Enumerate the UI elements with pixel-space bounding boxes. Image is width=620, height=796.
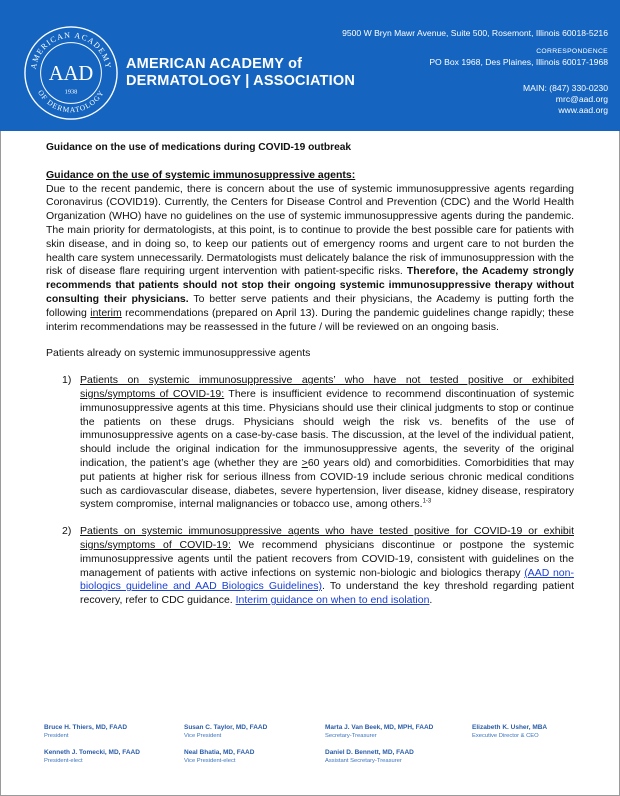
lead-in: Patients already on systemic immunosuppressive agents <box>46 347 311 360</box>
aad-seal-logo <box>22 24 120 122</box>
item-heading: Patients on systemic immunosuppressive agents’ who have not tested positive or exhibited signs/symptoms of COVID-19: <box>80 374 574 400</box>
correspondence-label: CORRESPONDENCE <box>536 48 608 55</box>
document-title: Guidance on the use of medications during COVID-19 outbreak <box>46 142 352 153</box>
footer-officer: Daniel D. Bennett, MD, FAAD Assistant Secretary-Treasurer <box>325 749 414 764</box>
letterhead <box>0 0 620 131</box>
item-number: 1) <box>62 374 72 387</box>
document-body <box>46 141 574 621</box>
seal-bottom-text: OF DERMATOLOGY <box>36 88 106 115</box>
age-mark: > <box>301 456 308 469</box>
footer-officer: Kenneth J. Tomecki, MD, FAAD President-elect <box>44 749 140 764</box>
intro-text: Due to the recent pandemic, there is concern about the use of systemic immunosuppressive agents regarding Coronavirus (COVID19). Currently, the Centers for Disease Control and Prevention (CDC) and the World Health Organization (WHO) have no guidelines on the use of systemic immunosuppressive agents during the pandemic. The main priority for dermatologists, at this point, is to continue to provide the best possible care for patients with skin disease, and in doing so, to keep our patients out of emergency rooms and urgent care to not burden the health care system unnecessarily. Dermatologists must delicately balance the risk of immunosuppression with the risk of disease flare requiring urgent intervention with patient-specific risks. <box>46 182 574 278</box>
correspondence-address: PO Box 1968, Des Plaines, Illinois 60017-1968 <box>429 57 608 67</box>
main-phone: MAIN: (847) 330-0230 <box>522 83 608 93</box>
reference-superscript: 1-3 <box>422 498 432 505</box>
item-heading: Patients on systemic immunosuppressive agents who have tested positive for COVID-19 or exhibit signs/symptoms of COVID-19: <box>80 525 574 551</box>
website[interactable]: www.aad.org <box>558 105 608 115</box>
section-heading: Guidance on the use of systemic immunosuppressive agents: <box>46 168 356 181</box>
intro-recommendation: Therefore, the Academy strongly recommends that patients should not stop their ongoing systemic immunosuppressive therapy without consulting their physicians. <box>46 265 575 305</box>
org-line-1: AMERICAN ACADEMY of <box>126 56 303 72</box>
footer-officer: Susan C. Taylor, MD, FAAD Vice President <box>184 724 268 739</box>
email-address[interactable]: mrc@aad.org <box>555 94 608 104</box>
seal-top-text: AMERICAN ACADEMY <box>28 30 114 70</box>
intro-after-bold: To better serve patients and their physicians, the Academy is putting forth the following <box>46 292 575 319</box>
contact-block <box>342 28 608 116</box>
item-body-cont: 60 years old) and comorbidities. Comorbidities that may put patients at higher risk for serious illness from COVID-19 include serious chronic medical conditions such as cardiovascular disease, diabetes, severe hypertension, liver disease, kidney disease, respiratory system compromise, internal malignancies or tobacco use, among others. <box>80 456 574 511</box>
seal-initials: AAD <box>48 62 94 85</box>
street-address: 9500 W Bryn Mawr Avenue, Suite 500, Rosemont, Illinois 60018-5216 <box>342 28 608 38</box>
item-body-cont: . To understand the key threshold regarding patient recovery, refer to CDC guidance. <box>80 580 574 607</box>
guidelines-link[interactable]: (AAD non-biologics guideline and AAD Biologics Guidelines) <box>80 566 574 593</box>
intro-paragraph <box>46 183 574 335</box>
list-item <box>46 374 574 512</box>
footer-officer: Elizabeth K. Usher, MBA Executive Director & CEO <box>472 724 548 739</box>
footer-officer: Bruce H. Thiers, MD, FAAD President <box>44 724 128 739</box>
recommendation-list <box>46 374 574 608</box>
organization-name <box>126 56 355 90</box>
list-item: 2) Patients on systemic immunosuppressive agents who have tested positive for COVID-19 or exhibit signs/symptoms of COVID-19: We recommend physicians discontinue or postpone the systemic immunosuppressive agents until the patient recovers from COVID-19, consistent with guidelines on the management of patients with active infections on systemic non-biologic and biologics therapy (AAD non-biologics guideline and AAD Biologics Guidelines). To understand the key threshold regarding patient recovery, refer to CDC guidance. Interim guidance on when to end isolation. <box>62 525 574 607</box>
item-body: There is insufficient evidence to recommend discontinuation of systemic immunosuppressive agents at this time. Physicians should use their clinical judgments to stop or continue the patients on these drugs. Physicians should weigh the risk vs. benefits of the use of immunosuppressive agents on a case-by-case basis. The discussion, at the level of the individual patient, should include the original indication for the immunosuppressive agents, the severity of the original indication, the patient’s age (whether they are <box>80 387 574 469</box>
intro-end: recommendations (prepared on April 13). During the pandemic guidelines change rapidly; these interim recommendations may be reassessed in the future / will be reviewed on an ongoing basis. <box>46 306 574 333</box>
footer-officer: Marta J. Van Beek, MD, MPH, FAAD Secretary-Treasurer <box>325 724 434 739</box>
isolation-guidance-link[interactable]: Interim guidance on when to end isolation <box>235 594 430 607</box>
seal-year: 1938 <box>64 88 78 96</box>
item-body: We recommend physicians discontinue or postpone the systemic immunosuppressive agents until the patient recovers from COVID-19, consistent with guidelines on the management of patients with active infections on systemic non-biologic and biologics therapy <box>80 538 574 579</box>
interim-word: interim <box>90 306 122 319</box>
footer-officer: Neal Bhatia, MD, FAAD Vice President-elect <box>184 749 255 764</box>
item-number: 2) <box>62 525 72 538</box>
org-line-2: DERMATOLOGY | ASSOCIATION <box>126 73 355 89</box>
